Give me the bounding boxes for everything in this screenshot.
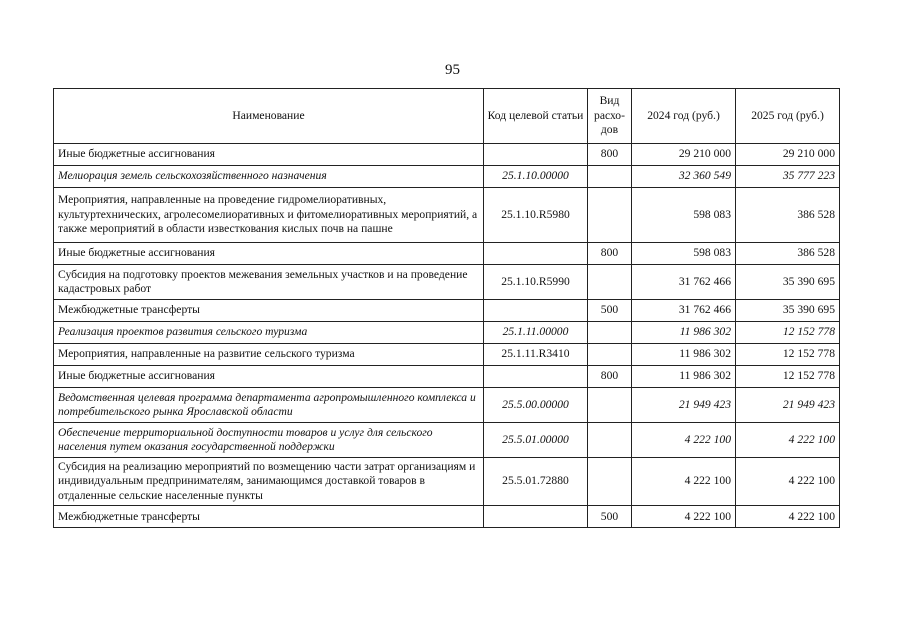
header-2025: 2025 год (руб.) <box>736 89 840 144</box>
cell-name: Межбюджетные трансферты <box>54 300 484 322</box>
cell-code: 25.1.10.R5990 <box>484 265 588 300</box>
cell-name: Мероприятия, направленные на проведение гидромелиоративных, культуртехнических, агролесомелиоративных и фитомелиоративных мероприятий, а также мероприятий в области известкования кислых почв на пашне <box>54 188 484 243</box>
cell-code: 25.5.01.00000 <box>484 423 588 458</box>
cell-kind: 800 <box>588 366 632 388</box>
table-row <box>54 265 840 300</box>
cell-kind: 800 <box>588 243 632 265</box>
cell-kind <box>588 344 632 366</box>
cell-2025: 386 528 <box>736 188 840 243</box>
cell-name: Субсидия на реализацию мероприятий по возмещению части затрат организациям и индивидуальным предпринимателям, занимающимся доставкой товаров в отдаленные сельские населенные пункты <box>54 458 484 506</box>
cell-kind <box>588 458 632 506</box>
cell-2025: 12 152 778 <box>736 344 840 366</box>
table-row <box>54 344 840 366</box>
cell-name: Межбюджетные трансферты <box>54 506 484 528</box>
table-row <box>54 423 840 458</box>
cell-2024: 11 986 302 <box>632 322 736 344</box>
cell-2025: 21 949 423 <box>736 388 840 423</box>
table-row <box>54 506 840 528</box>
table-body <box>54 144 840 528</box>
cell-kind <box>588 388 632 423</box>
table-row <box>54 366 840 388</box>
cell-2025: 29 210 000 <box>736 144 840 166</box>
cell-2025: 35 777 223 <box>736 166 840 188</box>
cell-kind <box>588 423 632 458</box>
table-header-row <box>54 89 840 144</box>
cell-2025: 12 152 778 <box>736 322 840 344</box>
cell-2024: 32 360 549 <box>632 166 736 188</box>
header-name: Наименование <box>54 89 484 144</box>
cell-name: Иные бюджетные ассигнования <box>54 144 484 166</box>
cell-2024: 31 762 466 <box>632 300 736 322</box>
cell-kind <box>588 188 632 243</box>
table-row <box>54 144 840 166</box>
cell-code: 25.1.11.R3410 <box>484 344 588 366</box>
cell-code: 25.1.10.00000 <box>484 166 588 188</box>
table-row <box>54 300 840 322</box>
table-row <box>54 166 840 188</box>
cell-name: Иные бюджетные ассигнования <box>54 243 484 265</box>
cell-code: 25.1.11.00000 <box>484 322 588 344</box>
cell-name: Мероприятия, направленные на развитие сельского туризма <box>54 344 484 366</box>
cell-code <box>484 144 588 166</box>
cell-code: 25.1.10.R5980 <box>484 188 588 243</box>
header-code: Код целевой статьи <box>484 89 588 144</box>
cell-2024: 4 222 100 <box>632 423 736 458</box>
cell-kind: 500 <box>588 506 632 528</box>
header-kind: Вид расхо-дов <box>588 89 632 144</box>
cell-code <box>484 243 588 265</box>
cell-kind: 800 <box>588 144 632 166</box>
cell-2024: 4 222 100 <box>632 506 736 528</box>
table-row <box>54 188 840 243</box>
cell-2025: 12 152 778 <box>736 366 840 388</box>
cell-code: 25.5.00.00000 <box>484 388 588 423</box>
cell-name: Реализация проектов развития сельского туризма <box>54 322 484 344</box>
cell-2024: 4 222 100 <box>632 458 736 506</box>
cell-code <box>484 506 588 528</box>
cell-2025: 386 528 <box>736 243 840 265</box>
cell-2024: 31 762 466 <box>632 265 736 300</box>
cell-2024: 598 083 <box>632 188 736 243</box>
cell-2025: 35 390 695 <box>736 300 840 322</box>
cell-name: Мелиорация земель сельскохозяйственного назначения <box>54 166 484 188</box>
table-row <box>54 243 840 265</box>
cell-name: Субсидия на подготовку проектов межевания земельных участков и на проведение кадастровых работ <box>54 265 484 300</box>
cell-kind <box>588 265 632 300</box>
table-row <box>54 458 840 506</box>
cell-name: Ведомственная целевая программа департамента агропромышленного комплекса и потребительского рынка Ярославской области <box>54 388 484 423</box>
cell-2025: 35 390 695 <box>736 265 840 300</box>
cell-2024: 21 949 423 <box>632 388 736 423</box>
table-row <box>54 322 840 344</box>
cell-code <box>484 300 588 322</box>
cell-name: Обеспечение территориальной доступности товаров и услуг для сельского населения путем оказания государственной поддержки <box>54 423 484 458</box>
cell-kind <box>588 322 632 344</box>
cell-2024: 11 986 302 <box>632 344 736 366</box>
cell-name: Иные бюджетные ассигнования <box>54 366 484 388</box>
cell-2025: 4 222 100 <box>736 458 840 506</box>
cell-2024: 11 986 302 <box>632 366 736 388</box>
table-row <box>54 388 840 423</box>
cell-2024: 598 083 <box>632 243 736 265</box>
budget-table <box>53 88 840 528</box>
cell-kind: 500 <box>588 300 632 322</box>
cell-2024: 29 210 000 <box>632 144 736 166</box>
cell-code: 25.5.01.72880 <box>484 458 588 506</box>
header-2024: 2024 год (руб.) <box>632 89 736 144</box>
page-number: 95 <box>445 62 460 78</box>
cell-2025: 4 222 100 <box>736 506 840 528</box>
cell-code <box>484 366 588 388</box>
cell-kind <box>588 166 632 188</box>
cell-2025: 4 222 100 <box>736 423 840 458</box>
